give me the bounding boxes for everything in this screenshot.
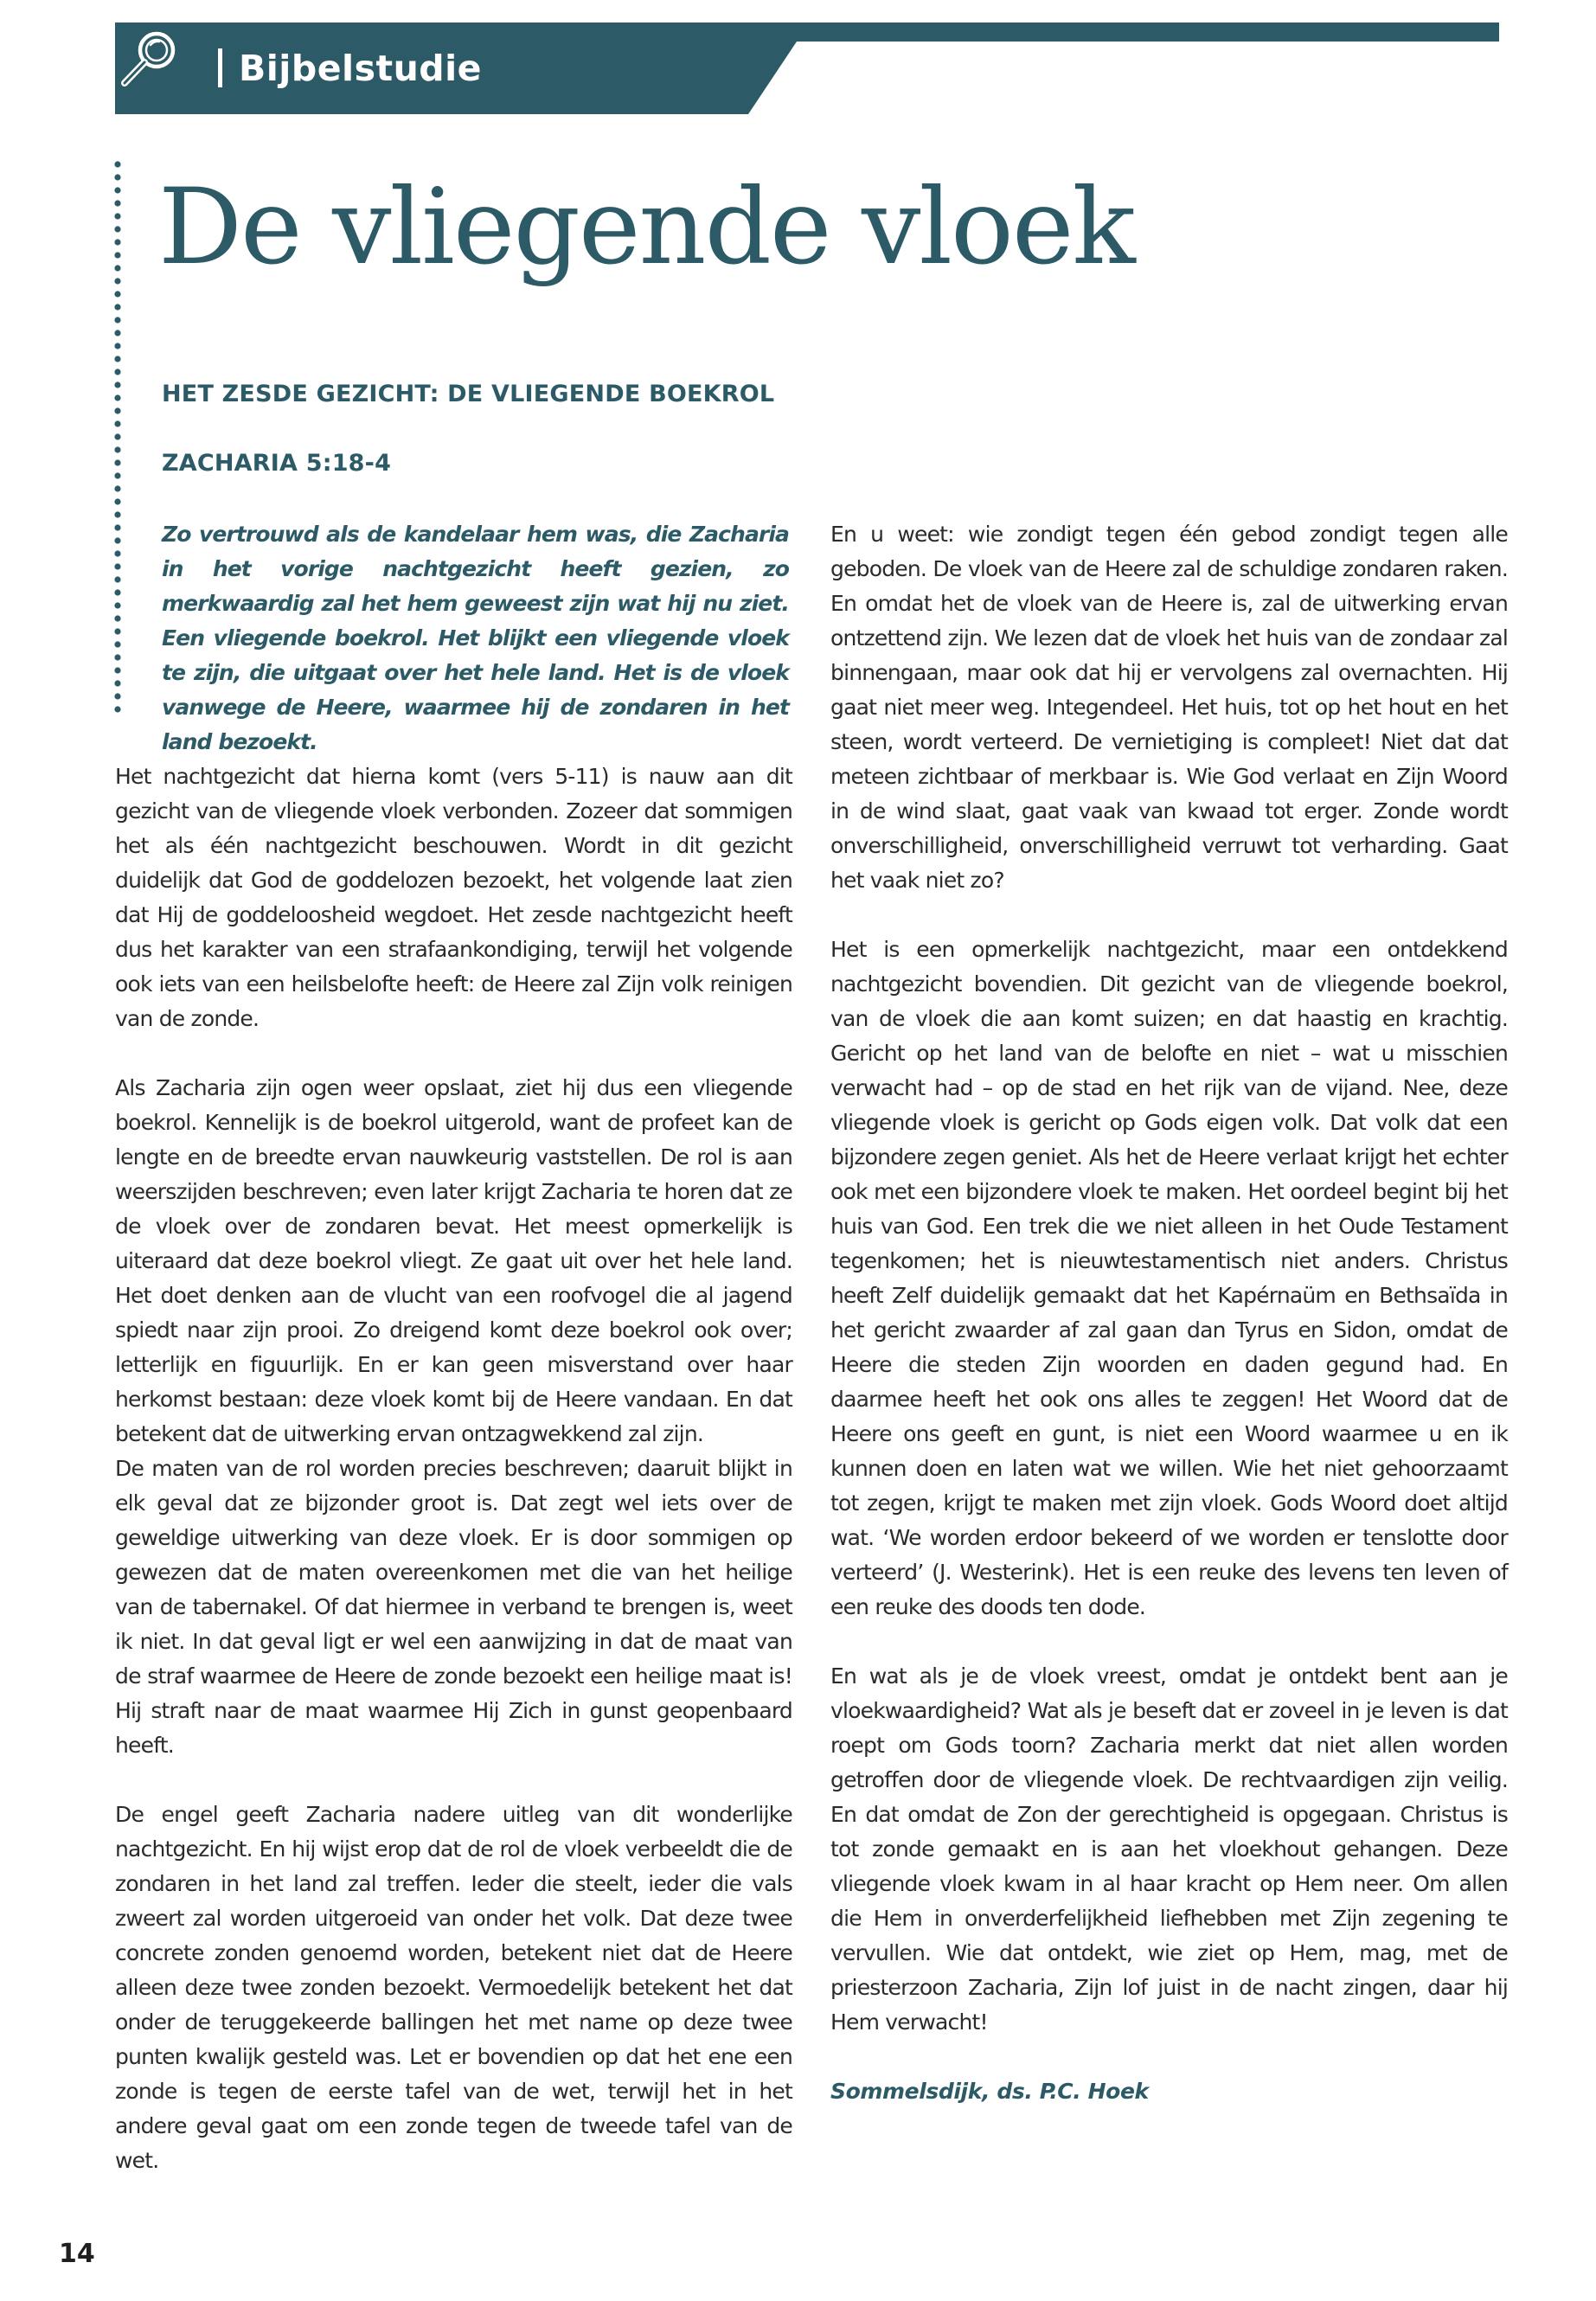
article-title: De vliegende vloek	[158, 166, 1134, 288]
section-header-band	[115, 22, 1499, 114]
dotted-rule	[113, 161, 122, 723]
author-signature: Sommelsdijk, ds. P.C. Hoek	[830, 2079, 1149, 2104]
page-number: 14	[59, 2239, 95, 2269]
body-paragraph: En u weet: wie zondigt tegen één gebod zondigt tegen alle geboden. De vloek van de Heere zal de schuldige zondaren raken. En omdat het de vloek van de Heere is, zal de uitwerking ervan ontzettend zijn. We lezen dat de vloek het huis van de zondaar zal binnengaan, maar ook dat hij er vervolgens zal overnachten. Hij gaat niet meer weg. Integendeel. Het huis, tot op het hout en het steen, wordt verteerd. De vernietiging is compleet! Niet dat dat meteen zichtbaar of merkbaar is. Wie God verlaat en Zijn Woord in de wind slaat, gaat vaak van kwaad tot erger. Zonde wordt onverschilligheid, onverschilligheid verruwt tot verharding. Gaat het vaak niet zo?	[830, 522, 1508, 893]
body-paragraph: De engel geeft Zacharia nadere uitleg van dit wonderlijke nachtgezicht. En hij wijst erop dat de rol de vloek verbeeldt die de zondaren in het land zal treffen. Ieder die steelt, ieder die vals zweert zal worden uitgeroeid van onder het volk. Dat deze twee concrete zonden genoemd worden, betekent niet dat de Heere alleen deze twee zonden bezoekt. Vermoedelijk betekent het dat onder de teruggekeerde ballingen het met name op deze twee punten kwalijk gesteld was. Let er bovendien op dat het ene een zonde is tegen de eerste tafel van de wet, terwijl het in het andere geval gaat om een zonde tegen de tweede tafel van de wet.	[115, 1802, 792, 2173]
right-column	[830, 517, 1508, 2144]
body-paragraph: En wat als je de vloek vreest, omdat je ontdekt bent aan je vloekwaardigheid? Wat als je beseft dat er zoveel in je leven is dat roept om Gods toorn? Zacharia merkt dat niet allen worden getroffen door de vliegende vloek. De rechtvaardigen zijn veilig. En dat omdat de Zon der gerechtigheid is opgegaan. Christus is tot zonde gemaakt en is aan het vloekhout gehangen. Deze vliegende vloek kwam in al haar kracht op Hem neer. Om allen die Hem in onverderfelijkheid liefhebben met Zijn zegening te vervullen. Wie dat ontdekt, wie ziet op Hem, mag, met de priesterzoon Zacharia, Zijn lof juist in de nacht zingen, daar hij Hem verwacht!	[830, 1663, 1508, 2035]
section-label: Bijbelstudie	[239, 48, 482, 89]
body-paragraph: De maten van de rol worden precies beschreven; daaruit blijkt in elk geval dat ze bijzonder groot is. Dat zegt wel iets over de geweldige uitwerking van deze vloek. Er is door sommigen op gewezen dat de maten overeenkomen met die van het heilige van de tabernakel. Of dat hiermee in verband te brengen is, weet ik niet. In dat geval ligt er wel een aanwijzing in dat de maat van de straf waarmee de Heere de zonde bezoekt een heilige maat is! Hij straft naar de maat waarmee Hij Zich in gunst geopenbaard heeft.	[115, 1456, 792, 1758]
article-lead: Zo vertrouwd als de kandelaar hem was, die Zacharia in het vorige nachtgezicht heeft gezien, zo merkwaardig zal het hem geweest zijn wat hij nu ziet. Een vliegende boekrol. Het blijkt een vliegende vloek te zijn, die uitgaat over het hele land. Het is de vloek vanwege de Heere, waarmee hij de zondaren in het land bezoekt.	[162, 522, 789, 754]
header-separator	[218, 48, 222, 87]
magnifier-icon	[115, 22, 186, 93]
left-column	[115, 760, 792, 2213]
body-paragraph: Als Zacharia zijn ogen weer opslaat, ziet hij dus een vliegende boekrol. Kennelijk is de boekrol uitgerold, want de profeet kan de lengte en de breedte ervan nauwkeurig vaststellen. De rol is aan weerszijden beschreven; even later krijgt Zacharia te horen dat ze de vloek over de zondaren bevat. Het meest opmerkelijk is uiteraard dat deze boekrol vliegt. Ze gaat uit over het hele land. Het doet denken aan de vlucht van een roofvogel die al jagend spiedt naar zijn prooi. Zo dreigend komt deze boekrol ook over; letterlijk en figuurlijk. En er kan geen misverstand over haar herkomst bestaan: deze vloek komt bij de Heere vandaan. En dat betekent dat de uitwerking ervan ontzagwekkend zal zijn.	[115, 1075, 792, 1446]
article-kicker: HET ZESDE GEZICHT: DE VLIEGENDE BOEKROL	[162, 381, 775, 407]
body-paragraph: Het is een opmerkelijk nachtgezicht, maar een ontdekkend nachtgezicht bovendien. Dit gezicht van de vliegende boekrol, van de vloek die aan komt suizen; en dat haastig en krachtig. Gericht op het land van de belofte en niet – wat u misschien verwacht had – op de stad en het rijk van de vijand. Nee, deze vliegende vloek is gericht op Gods eigen volk. Dat volk dat een bijzondere zegen geniet. Als het de Heere verlaat krijgt het echter ook met een bijzondere vloek te maken. Het oordeel begint bij het huis van God. Een trek die we niet alleen in het Oude Testament tegenkomen; het is nieuwtestamentisch niet anders. Christus heeft Zelf duidelijk gemaakt dat het Kapérnaüm en Bethsaïda in het gericht zwaarder af zal gaan dan Tyrus en Sidon, omdat de Heere die steden Zijn woorden en daden gegund had. En daarmee heeft het ook ons alles te zeggen! Het Woord dat de Heere ons geeft en gunt, is niet een Woord waarmee u en ik kunnen doen en laten wat we willen. Wie het niet gehoorzaamt tot zegen, krijgt te maken met zijn vloek. Gods Woord doet altijd wat. ‘We worden erdoor bekeerd of we worden er tenslotte door verteerd’ (J. Westerink). Het is een reuke des levens ten leven of een reuke des doods ten dode.	[830, 937, 1508, 1619]
body-paragraph: Het nachtgezicht dat hierna komt (vers 5-11) is nauw aan dit gezicht van de vliegende vloek verbonden. Zozeer dat sommigen het als één nachtgezicht beschouwen. Wordt in dit gezicht duidelijk dat God de goddelozen bezoekt, het volgende laat zien dat Hij de goddeloosheid wegdoet. Het zesde nachtgezicht heeft dus het karakter van een strafaankondiging, terwijl het volgende ook iets van een heilsbelofte heeft: de Heere zal Zijn volk reinigen van de zonde.	[115, 764, 792, 1031]
scripture-reference: ZACHARIA 5:18-4	[162, 450, 392, 477]
